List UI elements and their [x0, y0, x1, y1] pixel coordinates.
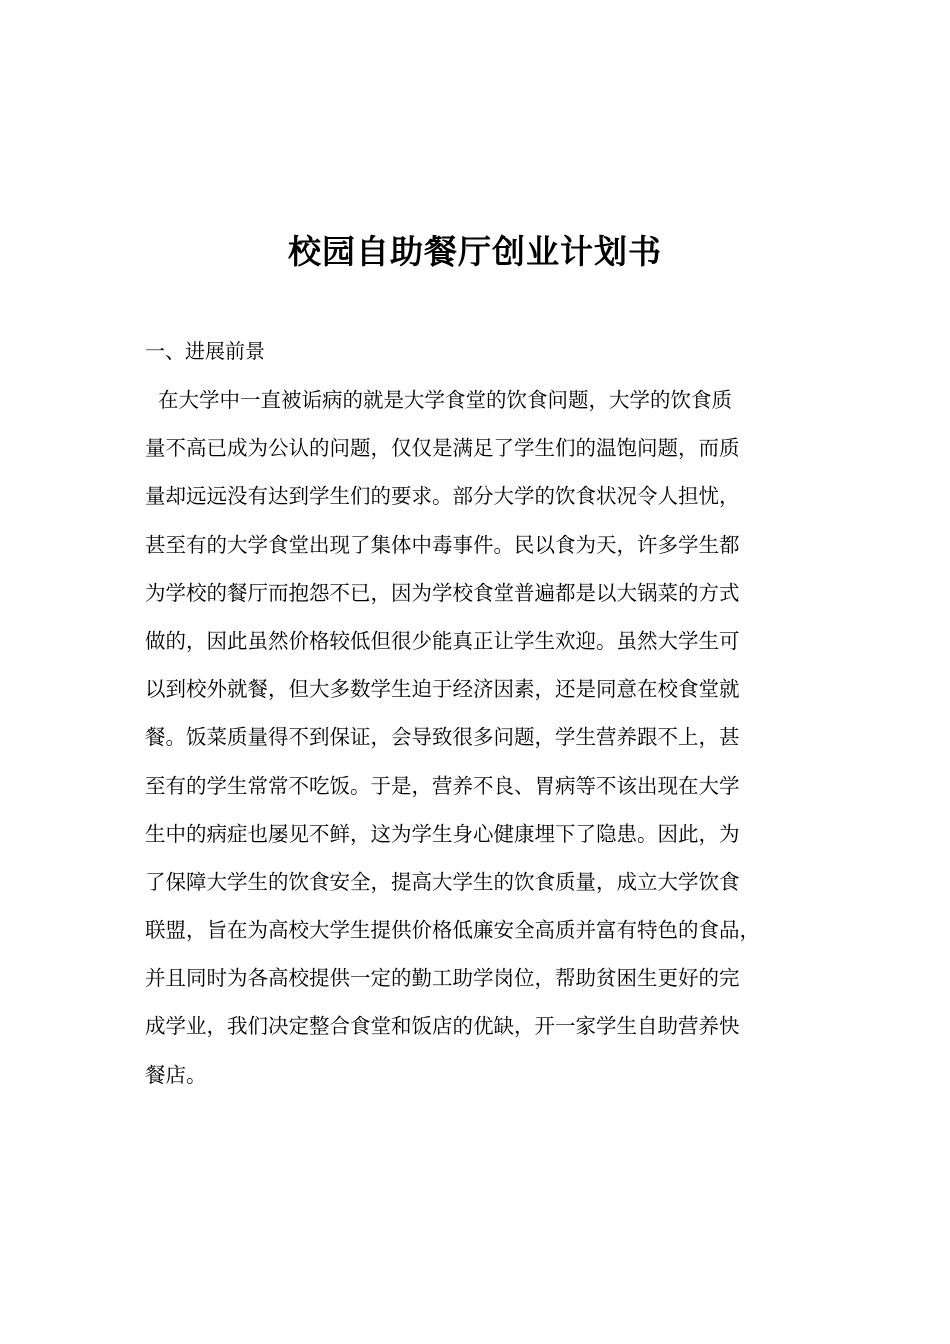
body-line: 量不高已成为公认的问题，仅仅是满足了学生们的温饱问题，而质: [145, 436, 740, 461]
body-line: 量却远远没有达到学生们的要求。部分大学的饮食状况令人担忧，: [145, 484, 740, 509]
body-line: 成学业，我们决定整合食堂和饭店的优缺，开一家学生自助营养快: [145, 1014, 740, 1039]
body-line: 餐。饭菜质量得不到保证，会导致很多问题，学生营养跟不上，甚: [145, 725, 740, 750]
body-line: 以到校外就餐，但大多数学生迫于经济因素，还是同意在校食堂就: [145, 677, 740, 702]
section-heading: 一、进展前景: [145, 339, 265, 363]
body-line: 并且同时为各高校提供一定的勤工助学岗位，帮助贫困生更好的完: [145, 966, 740, 991]
body-line: 生中的病症也屡见不鲜，这为学生身心健康埋下了隐患。因此，为: [145, 821, 740, 846]
document-title: 校园自助餐厅创业计划书: [288, 232, 662, 271]
body-line: 为学校的餐厅而抱怨不已，因为学校食堂普遍都是以大锅菜的方式: [145, 580, 740, 605]
body-line: 餐店。: [145, 1062, 207, 1087]
body-line: 至有的学生常常不吃饭。于是，营养不良、胃病等不该出现在大学: [145, 773, 740, 798]
body-line: 在大学中一直被诟病的就是大学食堂的饮食问题，大学的饮食质: [145, 388, 733, 412]
body-line: 做的，因此虽然价格较低但很少能真正让学生欢迎。虽然大学生可: [145, 628, 740, 653]
section-body: [145, 384, 825, 1107]
body-line: 了保障大学生的饮食安全，提高大学生的饮食质量，成立大学饮食: [145, 869, 740, 894]
body-line: 甚至有的大学食堂出现了集体中毒事件。民以食为天，许多学生都: [145, 532, 740, 557]
body-line: 联盟，旨在为高校大学生提供价格低廉安全高质并富有特色的食品，: [145, 918, 760, 943]
